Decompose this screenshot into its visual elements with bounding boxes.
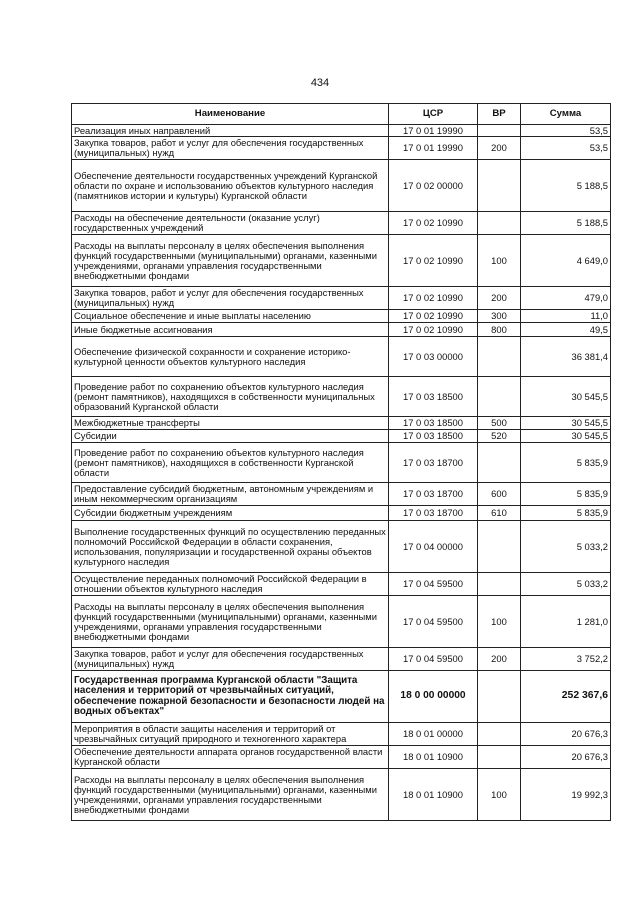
row-name: Предоставление субсидий бюджетным, автономным учреждениям и иным некоммерческим организациям	[72, 483, 389, 506]
row-sum: 53,5	[521, 137, 611, 160]
row-sum: 5 188,5	[521, 160, 611, 212]
table-header-row	[72, 104, 611, 125]
row-name: Осуществление переданных полномочий Российской Федерации в отношении объектов культурного наследия	[72, 573, 389, 596]
table-row	[72, 212, 611, 235]
budget-table	[71, 103, 611, 821]
row-csr: 17 0 01 19990	[389, 125, 478, 137]
row-name: Реализация иных направлений	[72, 125, 389, 137]
header-vr: ВР	[478, 104, 521, 125]
row-vr: 100	[478, 596, 521, 648]
row-sum: 479,0	[521, 287, 611, 310]
row-sum: 5 835,9	[521, 483, 611, 506]
table-row	[72, 323, 611, 337]
row-vr	[478, 377, 521, 417]
row-sum: 4 649,0	[521, 235, 611, 287]
row-name: Обеспечение деятельности аппарата органов государственной власти Курганской области	[72, 746, 389, 769]
row-name: Мероприятия в области защиты населения и территорий от чрезвычайных ситуаций природного и техногенного характера	[72, 723, 389, 746]
row-csr: 17 0 04 59500	[389, 648, 478, 671]
row-sum: 3 752,2	[521, 648, 611, 671]
row-name: Субсидии	[72, 430, 389, 443]
table-row	[72, 125, 611, 137]
row-vr	[478, 212, 521, 235]
row-vr	[478, 671, 521, 723]
table-row	[72, 506, 611, 521]
row-sum: 5 188,5	[521, 212, 611, 235]
row-vr: 610	[478, 506, 521, 521]
row-name: Закупка товаров, работ и услуг для обеспечения государственных (муниципальных) нужд	[72, 648, 389, 671]
row-csr: 17 0 04 00000	[389, 521, 478, 573]
table-row	[72, 430, 611, 443]
row-csr: 18 0 01 00000	[389, 723, 478, 746]
table-row	[72, 648, 611, 671]
table-row	[72, 337, 611, 377]
row-name: Проведение работ по сохранению объектов культурного наследия (ремонт памятников), находящихся в собственности Курганской области	[72, 443, 389, 483]
row-csr: 18 0 00 00000	[389, 671, 478, 723]
row-name: Обеспечение физической сохранности и сохранение историко-культурной ценности объектов культурного наследия	[72, 337, 389, 377]
row-sum: 36 381,4	[521, 337, 611, 377]
row-name: Социальное обеспечение и иные выплаты населению	[72, 310, 389, 323]
row-csr: 17 0 02 10990	[389, 323, 478, 337]
table-row	[72, 521, 611, 573]
row-sum: 30 545,5	[521, 377, 611, 417]
row-vr: 300	[478, 310, 521, 323]
row-vr: 200	[478, 137, 521, 160]
row-csr: 17 0 03 18700	[389, 443, 478, 483]
row-csr: 17 0 03 18500	[389, 430, 478, 443]
row-name: Закупка товаров, работ и услуг для обеспечения государственных (муниципальных) нужд	[72, 137, 389, 160]
row-vr: 100	[478, 769, 521, 821]
row-vr	[478, 746, 521, 769]
row-name: Расходы на обеспечение деятельности (оказание услуг) государственных учреждений	[72, 212, 389, 235]
header-sum: Сумма	[521, 104, 611, 125]
row-sum: 30 545,5	[521, 417, 611, 430]
table-row	[72, 723, 611, 746]
row-csr: 17 0 02 10990	[389, 235, 478, 287]
page-number: 434	[310, 77, 330, 89]
row-name: Расходы на выплаты персоналу в целях обеспечения выполнения функций государственными (муниципальными) органами, казенными учреждениями, органами управления государственными внебюджетными фондами	[72, 235, 389, 287]
row-csr: 17 0 03 00000	[389, 337, 478, 377]
row-csr: 17 0 03 18700	[389, 483, 478, 506]
row-name: Межбюджетные трансферты	[72, 417, 389, 430]
row-sum: 252 367,6	[521, 671, 611, 723]
row-sum: 5 835,9	[521, 443, 611, 483]
row-vr	[478, 125, 521, 137]
row-vr	[478, 573, 521, 596]
header-name: Наименование	[72, 104, 389, 125]
row-sum: 20 676,3	[521, 723, 611, 746]
row-csr: 17 0 02 10990	[389, 310, 478, 323]
row-csr: 17 0 02 00000	[389, 160, 478, 212]
table-row	[72, 443, 611, 483]
row-csr: 17 0 03 18500	[389, 417, 478, 430]
row-vr	[478, 160, 521, 212]
row-sum: 19 992,3	[521, 769, 611, 821]
row-csr: 17 0 02 10990	[389, 287, 478, 310]
table-row	[72, 746, 611, 769]
row-vr	[478, 337, 521, 377]
row-csr: 18 0 01 10900	[389, 746, 478, 769]
table-row	[72, 137, 611, 160]
row-name: Закупка товаров, работ и услуг для обеспечения государственных (муниципальных) нужд	[72, 287, 389, 310]
row-csr: 17 0 01 19990	[389, 137, 478, 160]
row-sum: 5 835,9	[521, 506, 611, 521]
row-vr: 600	[478, 483, 521, 506]
row-name: Обеспечение деятельности государственных учреждений Курганской области по охране и использованию объектов культурного наследия (памятников истории и культуры) Курганской области	[72, 160, 389, 212]
row-vr: 200	[478, 287, 521, 310]
row-sum: 20 676,3	[521, 746, 611, 769]
row-name: Проведение работ по сохранению объектов культурного наследия (ремонт памятников), находящихся в собственности муниципальных образований Курганской области	[72, 377, 389, 417]
table-row	[72, 671, 611, 723]
row-name: Расходы на выплаты персоналу в целях обеспечения выполнения функций государственными (муниципальными) органами, казенными учреждениями, органами управления государственными внебюджетными фондами	[72, 596, 389, 648]
row-csr: 17 0 03 18700	[389, 506, 478, 521]
row-vr	[478, 521, 521, 573]
row-name: Субсидии бюджетным учреждениям	[72, 506, 389, 521]
row-sum: 30 545,5	[521, 430, 611, 443]
row-name: Государственная программа Курганской области "Защита населения и территорий от чрезвычайных ситуаций, обеспечение пожарной безопасности и безопасности людей на водных объектах"	[72, 671, 389, 723]
table-row	[72, 287, 611, 310]
table-row	[72, 310, 611, 323]
row-sum: 5 033,2	[521, 573, 611, 596]
row-vr	[478, 723, 521, 746]
row-sum: 11,0	[521, 310, 611, 323]
row-csr: 17 0 04 59500	[389, 573, 478, 596]
row-vr	[478, 443, 521, 483]
table-row	[72, 483, 611, 506]
table-row	[72, 596, 611, 648]
row-sum: 5 033,2	[521, 521, 611, 573]
table-row	[72, 573, 611, 596]
table-row	[72, 769, 611, 821]
row-name: Расходы на выплаты персоналу в целях обеспечения выполнения функций государственными (муниципальными) органами, казенными учреждениями, органами управления государственными внебюджетными фондами	[72, 769, 389, 821]
row-vr: 500	[478, 417, 521, 430]
row-vr: 520	[478, 430, 521, 443]
table-row	[72, 417, 611, 430]
table-body	[72, 125, 611, 821]
row-csr: 17 0 04 59500	[389, 596, 478, 648]
table-row	[72, 235, 611, 287]
row-vr: 800	[478, 323, 521, 337]
table-row	[72, 160, 611, 212]
row-sum: 53,5	[521, 125, 611, 137]
header-csr: ЦСР	[389, 104, 478, 125]
row-vr: 200	[478, 648, 521, 671]
row-csr: 18 0 01 10900	[389, 769, 478, 821]
row-sum: 49,5	[521, 323, 611, 337]
row-name: Иные бюджетные ассигнования	[72, 323, 389, 337]
table-row	[72, 377, 611, 417]
row-name: Выполнение государственных функций по осуществлению переданных полномочий Российской Федерации в области сохранения, использования, популяризации и государственной охраны объектов культурного наследия	[72, 521, 389, 573]
row-csr: 17 0 02 10990	[389, 212, 478, 235]
row-sum: 1 281,0	[521, 596, 611, 648]
row-csr: 17 0 03 18500	[389, 377, 478, 417]
row-vr: 100	[478, 235, 521, 287]
